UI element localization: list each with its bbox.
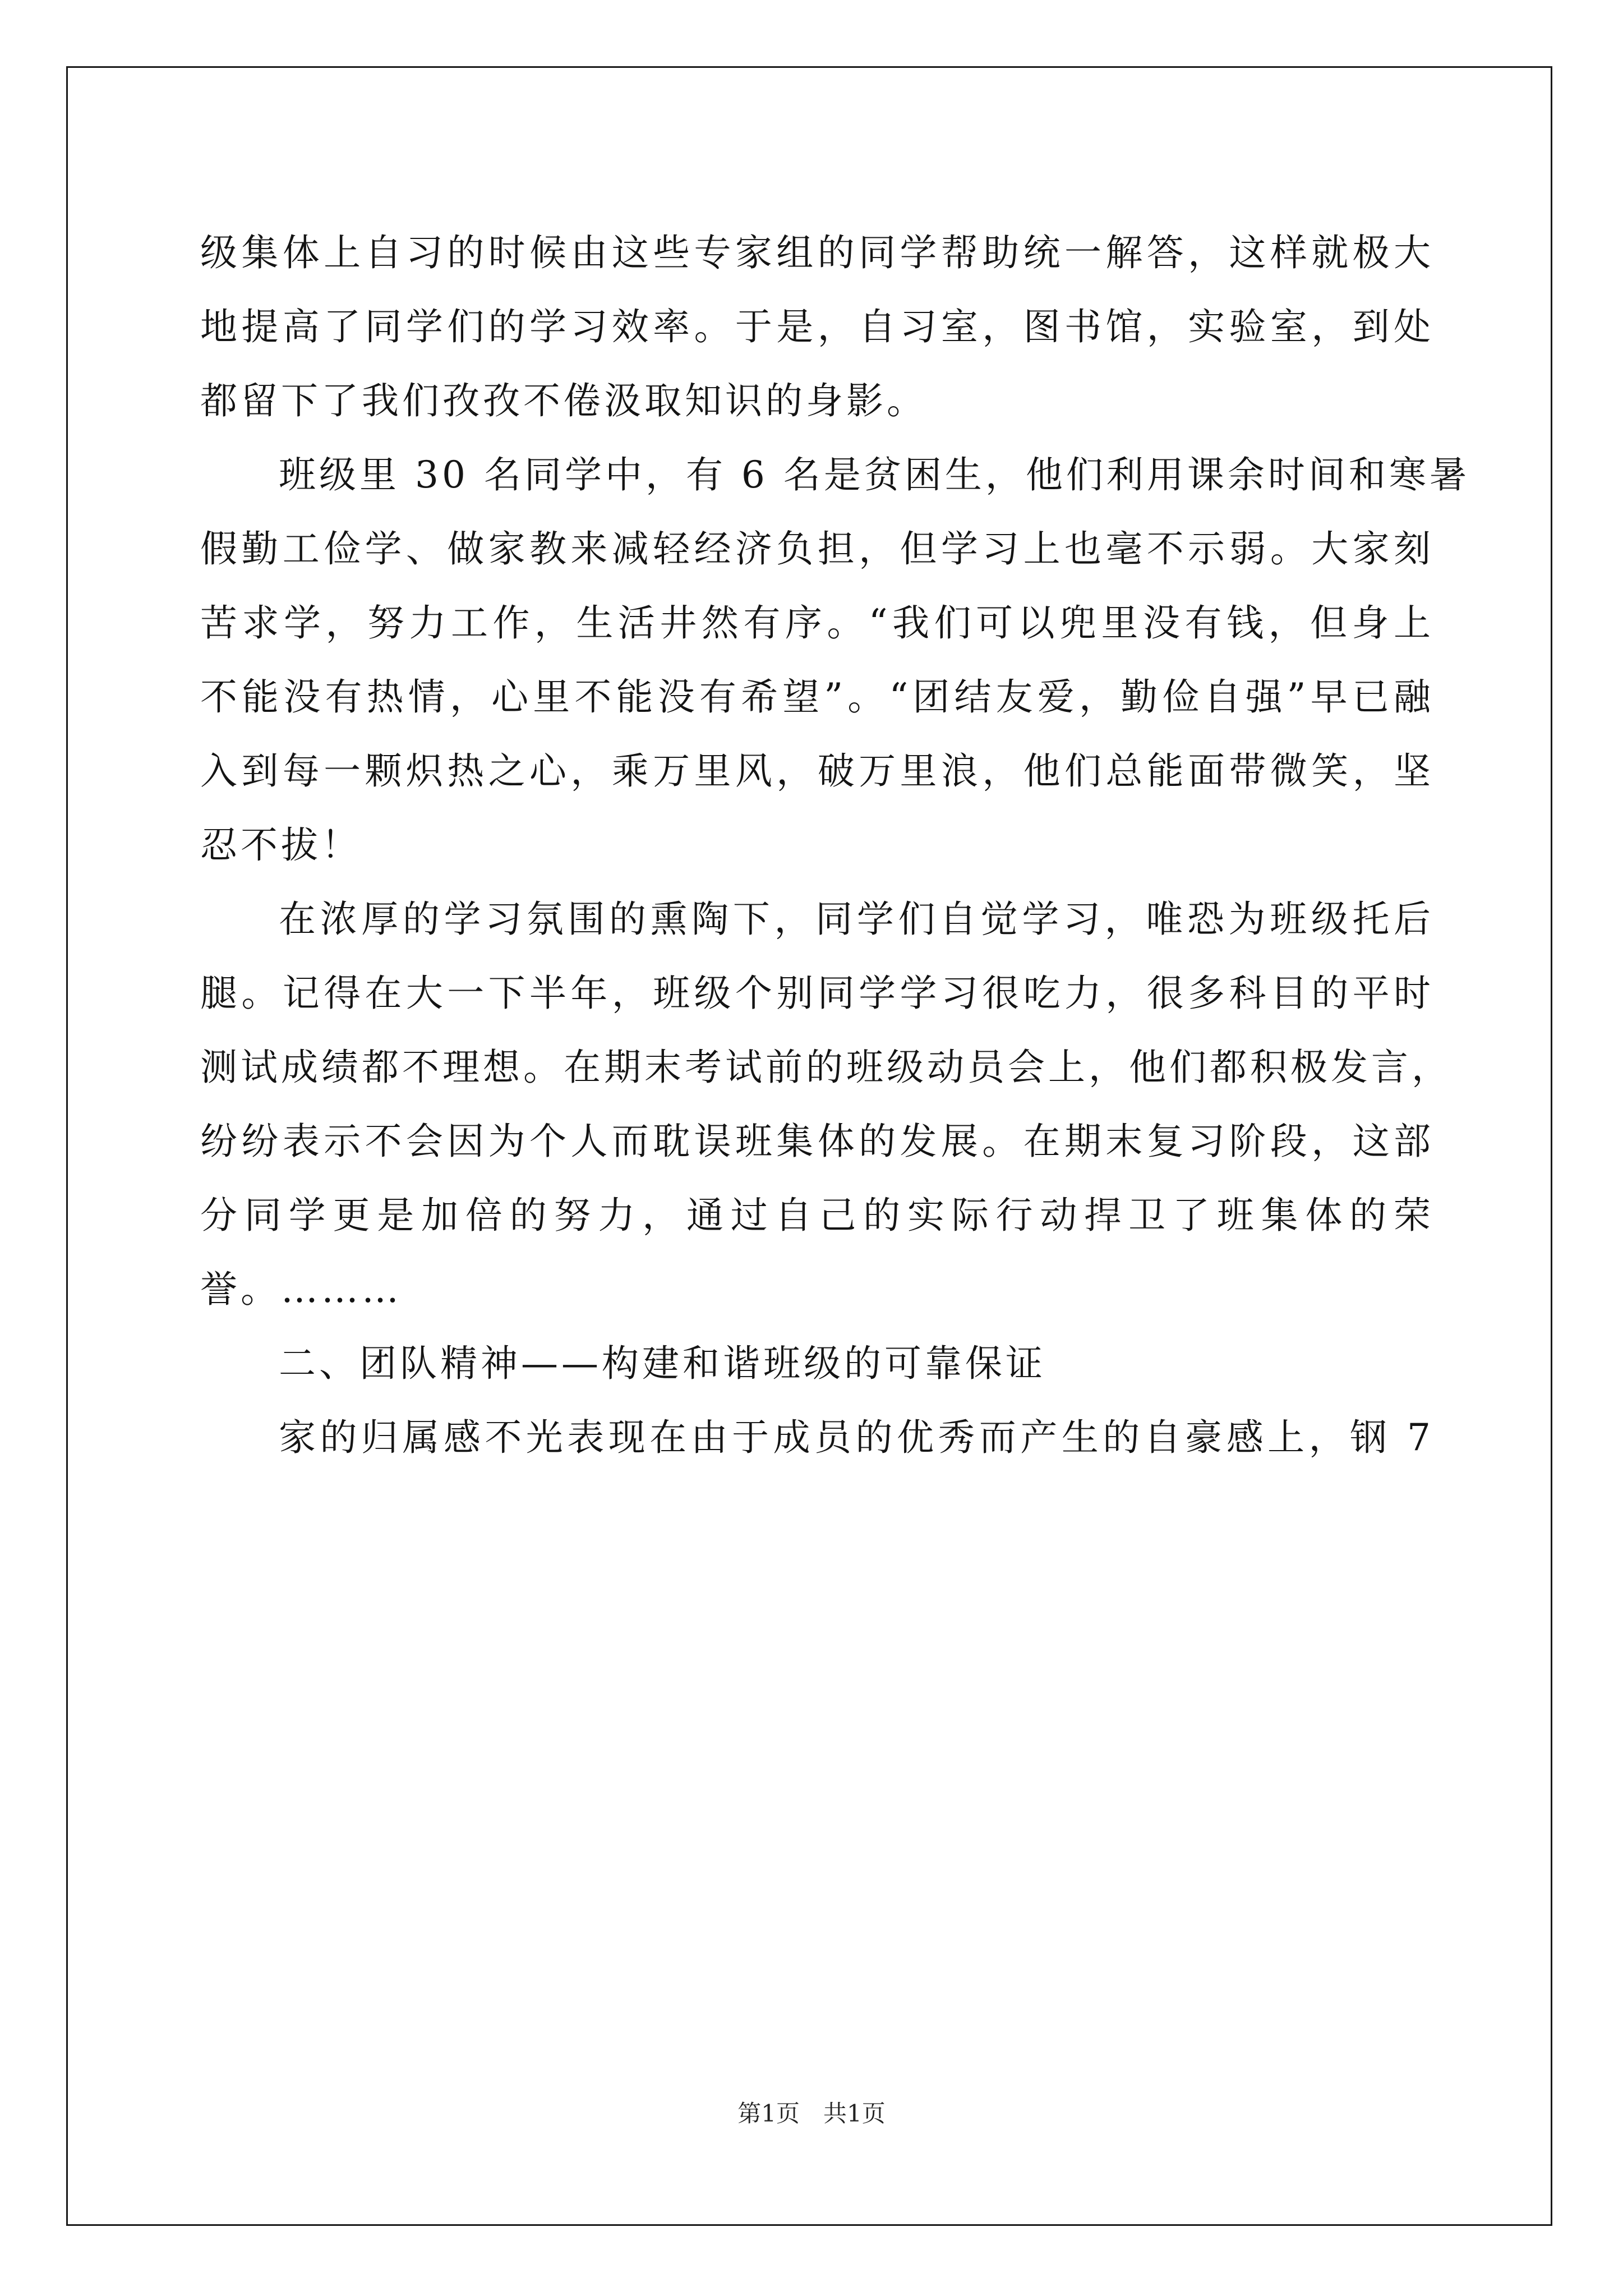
text-line: 在浓厚的学习氛围的熏陶下，同学们自觉学习，唯恐为班级托后	[279, 898, 1434, 941]
section-heading	[200, 1327, 1434, 1401]
text-line: 纷纷表示不会因为个人而耽误班集体的发展。在期末复习阶段，这部	[200, 1120, 1434, 1163]
page-footer: 第1页 共1页	[737, 2100, 886, 2127]
document-body	[200, 216, 1470, 1475]
paragraph-poor-students	[200, 438, 1470, 882]
text-line: 入到每一颗炽热之心，乘万里风，破万里浪，他们总能面带微笑，坚	[200, 749, 1434, 793]
text-line: 家的归属感不光表现在由于成员的优秀而产生的自豪感上，钢 7	[279, 1416, 1434, 1459]
section-heading-text: 二、团队精神——构建和谐班级的可靠保证	[279, 1342, 1046, 1385]
text-line: 腿。记得在大一下半年，班级个别同学学习很吃力，很多科目的平时	[200, 972, 1434, 1015]
paragraph-study-atmosphere	[200, 882, 1452, 1327]
text-line: 不能没有热情，心里不能没有希望”。“团结友爱，勤俭自强”早已融	[200, 675, 1434, 719]
text-line: 地提高了同学们的学习效率。于是，自习室，图书馆，实验室，到处	[200, 305, 1434, 348]
text-line: 假勤工俭学、做家教来减轻经济负担，但学习上也毫不示弱。大家刻	[200, 527, 1434, 570]
text-line: 班级里 30 名同学中，有 6 名是贫困生，他们利用课余时间和寒暑	[279, 453, 1470, 496]
paragraph-study-efficiency	[200, 216, 1434, 438]
text-line: 苦求学，努力工作，生活井然有序。“我们可以兜里没有钱，但身上	[200, 601, 1434, 645]
paragraph-belonging	[200, 1401, 1434, 1475]
text-line: 测试成绩都不理想。在期末考试前的班级动员会上，他们都积极发言，	[200, 1046, 1452, 1089]
text-line: 级集体上自习的时候由这些专家组的同学帮助统一解答，这样就极大	[200, 231, 1434, 274]
text-line: 分同学更是加倍的努力，通过自己的实际行动捍卫了班集体的荣	[200, 1194, 1434, 1237]
text-line: 都留下了我们孜孜不倦汲取知识的身影。	[200, 379, 927, 422]
text-line: 忍不拔！	[200, 823, 362, 867]
text-line: 誉。………	[200, 1268, 402, 1311]
